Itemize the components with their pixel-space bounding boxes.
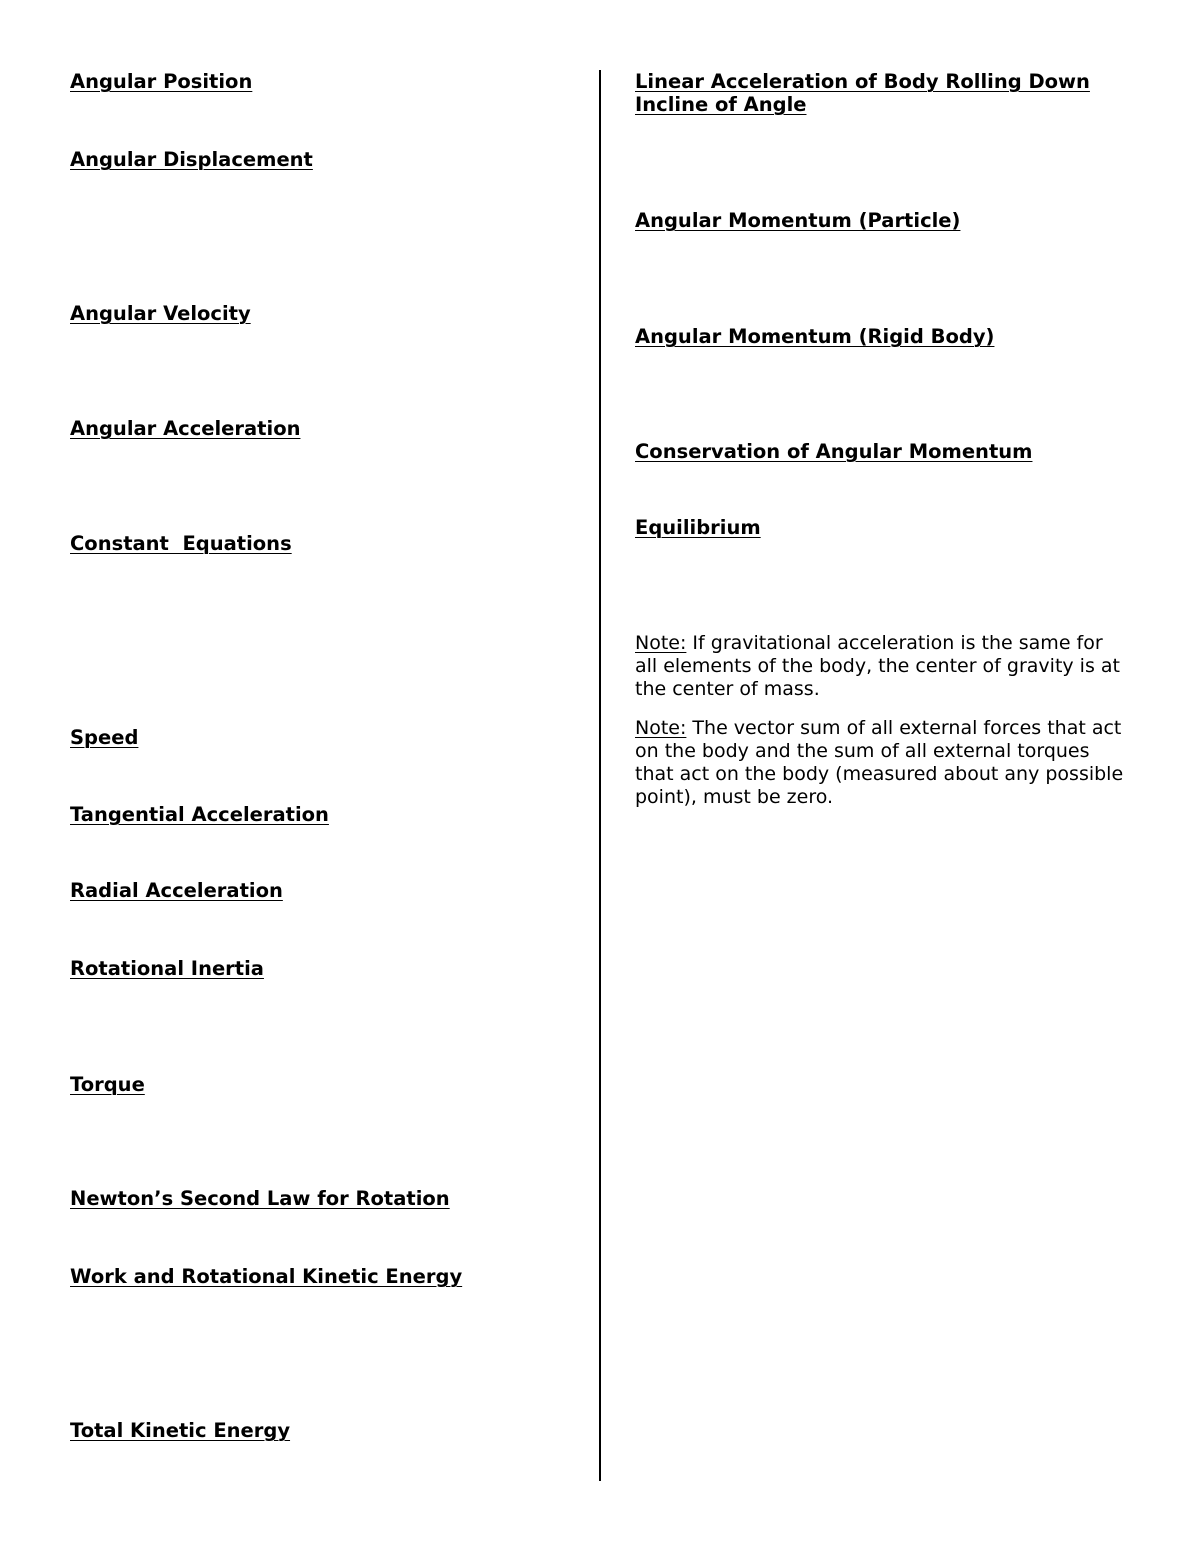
heading-tangential-acceleration: Tangential Acceleration	[70, 803, 329, 826]
heading-work-rotational-kinetic-energy: Work and Rotational Kinetic Energy	[70, 1265, 463, 1288]
heading-radial-acceleration: Radial Acceleration	[70, 879, 283, 902]
heading-constant-equations: Constant Equations	[70, 532, 292, 555]
heading-torque: Torque	[70, 1073, 145, 1096]
note-text: The vector sum of all external forces that act on the body and the sum of all external torques that act on the body (measured about any possible point), must be zero.	[635, 717, 1124, 808]
note-text: If gravitational acceleration is the same for all elements of the body, the center of gravity is at the center of mass.	[635, 632, 1120, 700]
heading-angular-position: Angular Position	[70, 70, 253, 93]
heading-angular-momentum-rigid-body: Angular Momentum (Rigid Body)	[635, 325, 995, 348]
heading-angular-displacement: Angular Displacement	[70, 148, 313, 171]
note-center-of-gravity	[635, 632, 1125, 701]
heading-angular-acceleration: Angular Acceleration	[70, 417, 301, 440]
column-divider	[599, 70, 601, 1481]
heading-total-kinetic-energy: Total Kinetic Energy	[70, 1419, 291, 1442]
heading-linear-acceleration-rolling: Linear Acceleration of Body Rolling Down Incline of Angle	[635, 70, 1090, 116]
note-equilibrium-conditions	[635, 717, 1125, 809]
note-label: Note:	[635, 632, 687, 654]
heading-speed: Speed	[70, 726, 139, 749]
heading-conservation-angular-momentum: Conservation of Angular Momentum	[635, 440, 1033, 463]
heading-equilibrium: Equilibrium	[635, 516, 761, 539]
note-label: Note:	[635, 717, 687, 739]
heading-angular-momentum-particle: Angular Momentum (Particle)	[635, 209, 961, 232]
heading-newtons-second-law: Newton’s Second Law for Rotation	[70, 1187, 450, 1210]
heading-rotational-inertia: Rotational Inertia	[70, 957, 264, 980]
heading-angular-velocity: Angular Velocity	[70, 302, 251, 325]
